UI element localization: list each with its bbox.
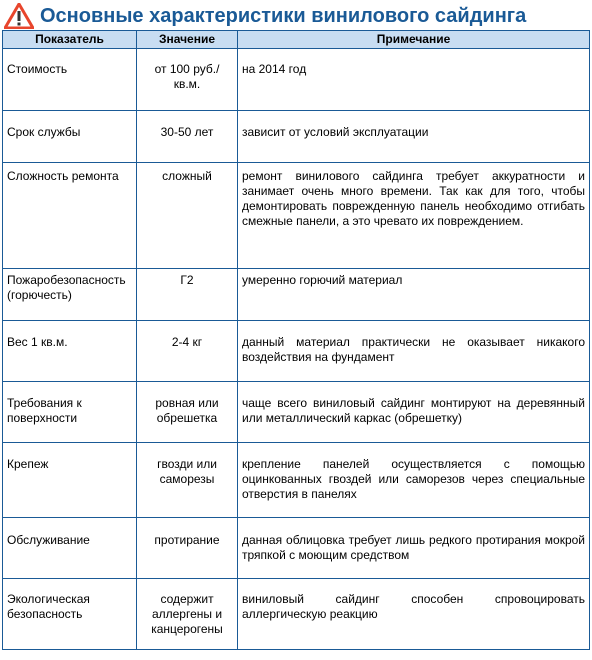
row-value: содержит аллергены и канцерогены (137, 579, 238, 650)
row-name: Сложность ремонта (3, 163, 137, 269)
row-note: данный материал практически не оказывает никакого воздействия на фундамент (238, 321, 590, 382)
table-row (3, 443, 590, 518)
header-indicator: Показатель (3, 31, 137, 49)
table-row (3, 321, 590, 382)
table-row (3, 111, 590, 163)
table-row (3, 382, 590, 443)
header-value: Значение (137, 31, 238, 49)
row-name: Экологическая безопасность (3, 579, 137, 650)
row-name: Стоимость (3, 49, 137, 111)
row-value: ровная или обрешетка (137, 382, 238, 443)
page-title: Основные характеристики винилового сайдинга (40, 4, 527, 27)
row-value: от 100 руб./кв.м. (137, 49, 238, 111)
table-row (3, 579, 590, 650)
row-value: Г2 (137, 269, 238, 321)
row-name: Срок службы (3, 111, 137, 163)
row-note: чаще всего виниловый сайдинг монтируют на деревянный или металлический каркас (обрешетку) (238, 382, 590, 443)
row-value: 30-50 лет (137, 111, 238, 163)
table-row (3, 269, 590, 321)
row-name: Вес 1 кв.м. (3, 321, 137, 382)
row-value: протирание (137, 518, 238, 579)
row-name: Пожаробезопасность (горючесть) (3, 269, 137, 321)
table-header-row (3, 31, 590, 49)
warning-triangle-icon (4, 3, 34, 29)
row-note: данная облицовка требует лишь редкого протирания мокрой тряпкой с моющим средством (238, 518, 590, 579)
row-value: сложный (137, 163, 238, 269)
row-value: 2-4 кг (137, 321, 238, 382)
table-row (3, 163, 590, 269)
header-note: Примечание (238, 31, 590, 49)
table-row (3, 49, 590, 111)
row-note: зависит от условий эксплуатации (238, 111, 590, 163)
row-value: гвозди или саморезы (137, 443, 238, 518)
row-name: Крепеж (3, 443, 137, 518)
title-bar (4, 2, 526, 30)
row-name: Требования к поверхности (3, 382, 137, 443)
row-note: умеренно горючий материал (238, 269, 590, 321)
row-name: Обслуживание (3, 518, 137, 579)
row-note: крепление панелей осуществляется с помощью оцинкованных гвоздей или саморезов через специальные отверстия в панелях (238, 443, 590, 518)
spec-table (2, 30, 590, 650)
row-note: ремонт винилового сайдинга требует аккуратности и занимает очень много времени. Так как для того, чтобы демонтировать поврежденную панель необходимо отгибать смежные панели, а это чревато их повреждением. (238, 163, 590, 269)
table-row (3, 518, 590, 579)
row-note: на 2014 год (238, 49, 590, 111)
row-note: виниловый сайдинг способен спровоцировать аллергическую реакцию (238, 579, 590, 650)
